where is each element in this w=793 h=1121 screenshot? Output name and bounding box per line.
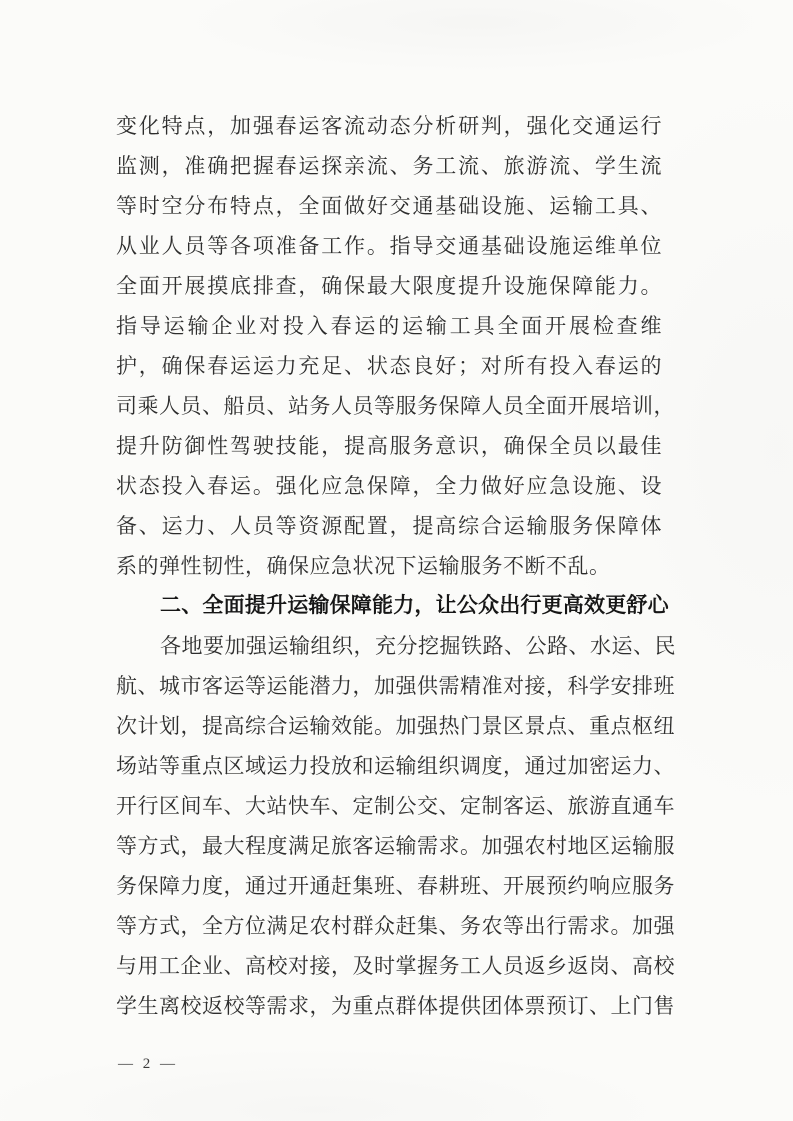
page-number: — 2 — xyxy=(118,1056,178,1072)
text-line: 备、运力、人员等资源配置，提高综合运输服务保障体 xyxy=(116,514,662,538)
text-line: 系的弹性韧性，确保应急状况下运输服务不断不乱。 xyxy=(116,554,611,578)
text-line: 状态投入春运。强化应急保障，全力做好应急设施、设 xyxy=(116,474,662,498)
text-line: 次计划，提高综合运输效能。加强热门景区景点、重点枢纽 xyxy=(116,714,675,738)
section-heading: 二、全面提升运输保障能力，让公众出行更高效更舒心 xyxy=(160,594,669,617)
text-line: 司乘人员、船员、站务人员等服务保障人员全面开展培训， xyxy=(116,394,675,418)
text-line: 学生离校返校等需求，为重点群体提供团体票预订、上门售 xyxy=(116,994,675,1018)
text-line: 指导运输企业对投入春运的运输工具全面开展检查维 xyxy=(116,314,662,338)
text-line: 务保障力度，通过开通赶集班、春耕班、开展预约响应服务 xyxy=(116,874,675,898)
text-line: 等时空分布特点，全面做好交通基础设施、运输工具、 xyxy=(116,194,662,218)
text-line: 护，确保春运运力充足、状态良好；对所有投入春运的 xyxy=(116,354,662,378)
text-line: 场站等重点区域运力投放和运输组织调度，通过加密运力、 xyxy=(116,754,675,778)
text-line: 全面开展摸底排查，确保最大限度提升设施保障能力。 xyxy=(116,274,662,298)
text-line: 与用工企业、高校对接，及时掌握务工人员返乡返岗、高校 xyxy=(116,954,675,978)
text-line: 航、城市客运等运能潜力，加强供需精准对接，科学安排班 xyxy=(116,674,675,698)
text-line: 等方式，全方位满足农村群众赶集、务农等出行需求。加强 xyxy=(116,914,675,938)
text-line: 从业人员等各项准备工作。指导交通基础设施运维单位 xyxy=(116,234,662,258)
body-text xyxy=(116,106,676,1026)
text-line: 等方式，最大程度满足旅客运输需求。加强农村地区运输服 xyxy=(116,834,675,858)
text-line: 提升防御性驾驶技能，提高服务意识，确保全员以最佳 xyxy=(116,434,662,458)
text-line: 各地要加强运输组织，充分挖掘铁路、公路、水运、民 xyxy=(160,634,676,658)
text-line: 变化特点，加强春运客流动态分析研判，强化交通运行 xyxy=(116,114,662,138)
text-line: 开行区间车、大站快车、定制公交、定制客运、旅游直通车 xyxy=(116,794,675,818)
text-line: 监测，准确把握春运探亲流、务工流、旅游流、学生流 xyxy=(116,154,662,178)
